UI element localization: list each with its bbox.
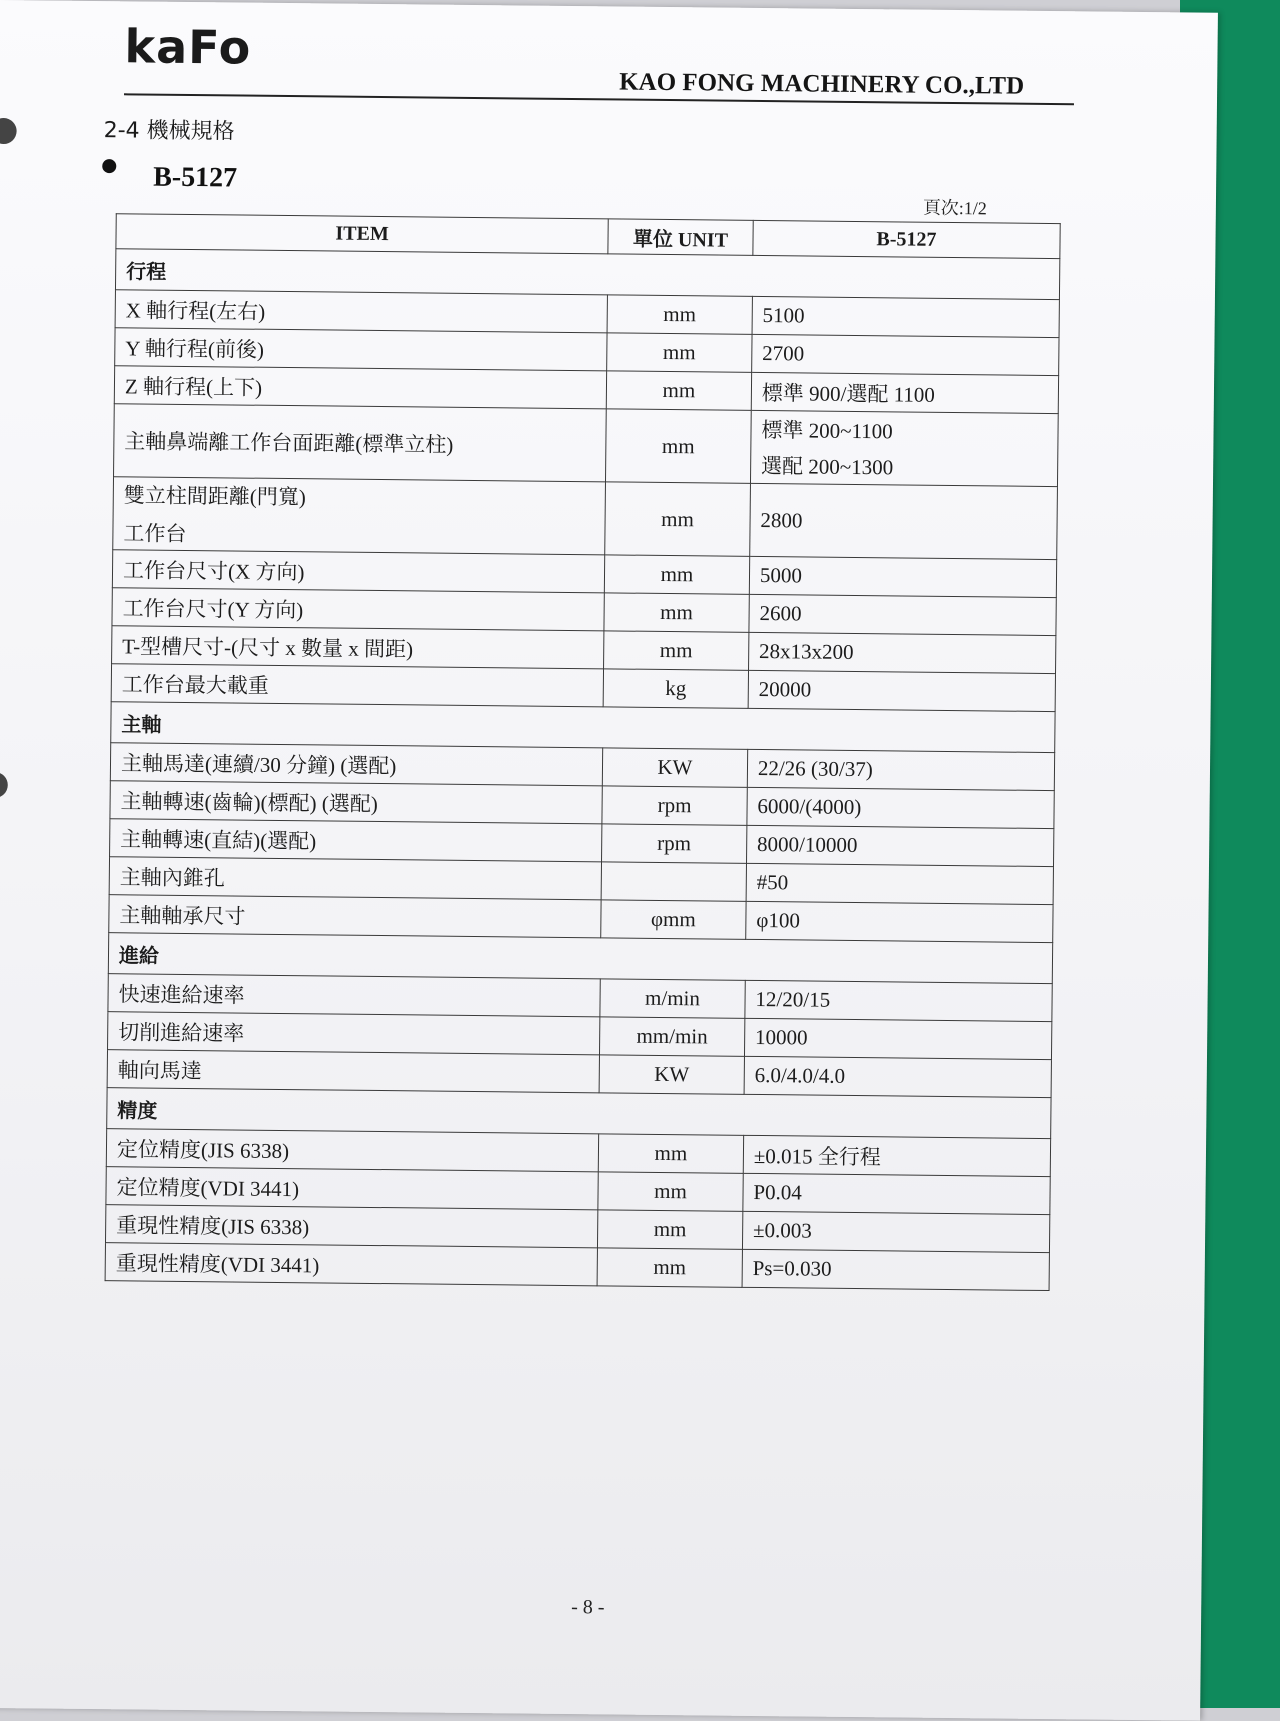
category-label: 進給 <box>108 933 1052 984</box>
row-unit: KW <box>599 1055 744 1095</box>
row-value-line: 選配 200~1300 <box>760 453 894 480</box>
row-unit <box>601 862 746 902</box>
row-unit: mm <box>598 1172 743 1212</box>
row-unit: m/min <box>600 979 745 1019</box>
table-row <box>114 404 1059 487</box>
row-value: 28x13x200 <box>748 632 1055 673</box>
row-item: 快速進給速率 <box>108 974 600 1017</box>
row-item: Z 軸行程(上下) <box>114 366 606 409</box>
row-item: 定位精度(JIS 6338) <box>106 1129 598 1172</box>
row-item: 主軸內錐孔 <box>109 857 601 900</box>
row-item: 工作台尺寸(Y 方向) <box>112 588 604 631</box>
bullet-icon <box>102 159 116 173</box>
row-unit: mm <box>598 1134 743 1174</box>
row-value: Ps=0.030 <box>742 1249 1049 1290</box>
row-item: 軸向馬達 <box>107 1050 599 1093</box>
row-value: 20000 <box>748 670 1055 711</box>
header-unit: 單位 UNIT <box>608 219 753 256</box>
binder-hole <box>0 772 8 798</box>
row-unit: mm <box>597 1210 742 1250</box>
row-value: 6.0/4.0/4.0 <box>744 1056 1051 1097</box>
row-item: 重現性精度(JIS 6338) <box>105 1205 597 1248</box>
spec-table <box>105 213 1061 1291</box>
company-name: KAO FONG MACHINERY CO.,LTD <box>619 68 1025 100</box>
row-item: 主軸轉速(直結)(選配) <box>110 819 602 862</box>
row-unit: mm <box>604 555 749 595</box>
row-value: 5100 <box>752 296 1059 337</box>
header-item: ITEM <box>116 214 608 254</box>
row-item: 主軸馬達(連續/30 分鐘) (選配) <box>110 743 602 786</box>
row-item: 主軸軸承尺寸 <box>109 895 601 938</box>
row-value: 22/26 (30/37) <box>747 749 1054 790</box>
row-value: 5000 <box>749 556 1056 597</box>
row-unit: kg <box>603 669 748 709</box>
row-item <box>113 477 606 555</box>
row-unit: mm <box>604 631 749 671</box>
row-item: 定位精度(VDI 3441) <box>106 1167 598 1210</box>
row-item: 重現性精度(VDI 3441) <box>105 1243 597 1286</box>
row-item: 主軸轉速(齒輪)(標配) (選配) <box>110 781 602 824</box>
row-value: φ100 <box>746 901 1053 942</box>
row-unit: mm <box>606 409 752 484</box>
row-value: 標準 900/選配 1100 <box>751 372 1058 413</box>
row-unit: KW <box>602 748 747 788</box>
row-unit: mm <box>607 295 752 335</box>
model-title: B-5127 <box>152 161 238 194</box>
row-item-line: 雙立柱間距離(門寬) <box>123 483 306 510</box>
row-value: 2800 <box>750 483 1058 559</box>
row-unit: mm <box>606 371 751 411</box>
row-unit: rpm <box>602 824 747 864</box>
row-unit: mm <box>607 333 752 373</box>
row-value: 8000/10000 <box>746 825 1053 866</box>
section-title: 2-4 機械規格 <box>103 118 235 145</box>
page-number: - 8 - <box>571 1596 605 1619</box>
row-value: P0.04 <box>743 1173 1050 1214</box>
company-logo: kaFo <box>124 19 252 75</box>
row-value: 2600 <box>749 594 1056 635</box>
category-label: 行程 <box>115 249 1059 300</box>
row-unit: mm <box>604 593 749 633</box>
row-value: ±0.003 <box>742 1211 1049 1252</box>
row-unit: mm <box>605 482 751 557</box>
row-unit: mm <box>597 1248 742 1288</box>
row-unit: φmm <box>601 900 746 940</box>
row-unit: rpm <box>602 786 747 826</box>
category-label: 精度 <box>107 1088 1051 1139</box>
row-value-line: 標準 200~1100 <box>761 417 893 444</box>
row-item: Y 軸行程(前後) <box>115 328 607 371</box>
row-item: T-型槽尺寸-(尺寸 x 數量 x 間距) <box>112 626 604 669</box>
row-value <box>750 410 1058 486</box>
row-value: ±0.015 全行程 <box>743 1135 1050 1176</box>
row-item: 切削進給速率 <box>108 1012 600 1055</box>
row-value: 6000/(4000) <box>747 787 1054 828</box>
header-value: B-5127 <box>753 220 1060 258</box>
row-item: X 軸行程(左右) <box>115 290 607 333</box>
row-unit: mm/min <box>600 1017 745 1057</box>
table-row <box>113 477 1058 560</box>
row-value: #50 <box>746 863 1053 904</box>
row-value: 10000 <box>744 1018 1051 1059</box>
row-item: 主軸鼻端離工作台面距離(標準立柱) <box>114 404 607 482</box>
row-item: 工作台尺寸(X 方向) <box>112 550 604 593</box>
page-indicator: 頁次:1/2 <box>922 197 987 219</box>
row-value: 12/20/15 <box>745 980 1052 1021</box>
binder-hole <box>0 118 17 144</box>
category-label: 主軸 <box>111 702 1055 753</box>
row-item-line: 工作台 <box>123 521 187 546</box>
row-value: 2700 <box>752 334 1059 375</box>
row-item: 工作台最大載重 <box>111 664 603 707</box>
